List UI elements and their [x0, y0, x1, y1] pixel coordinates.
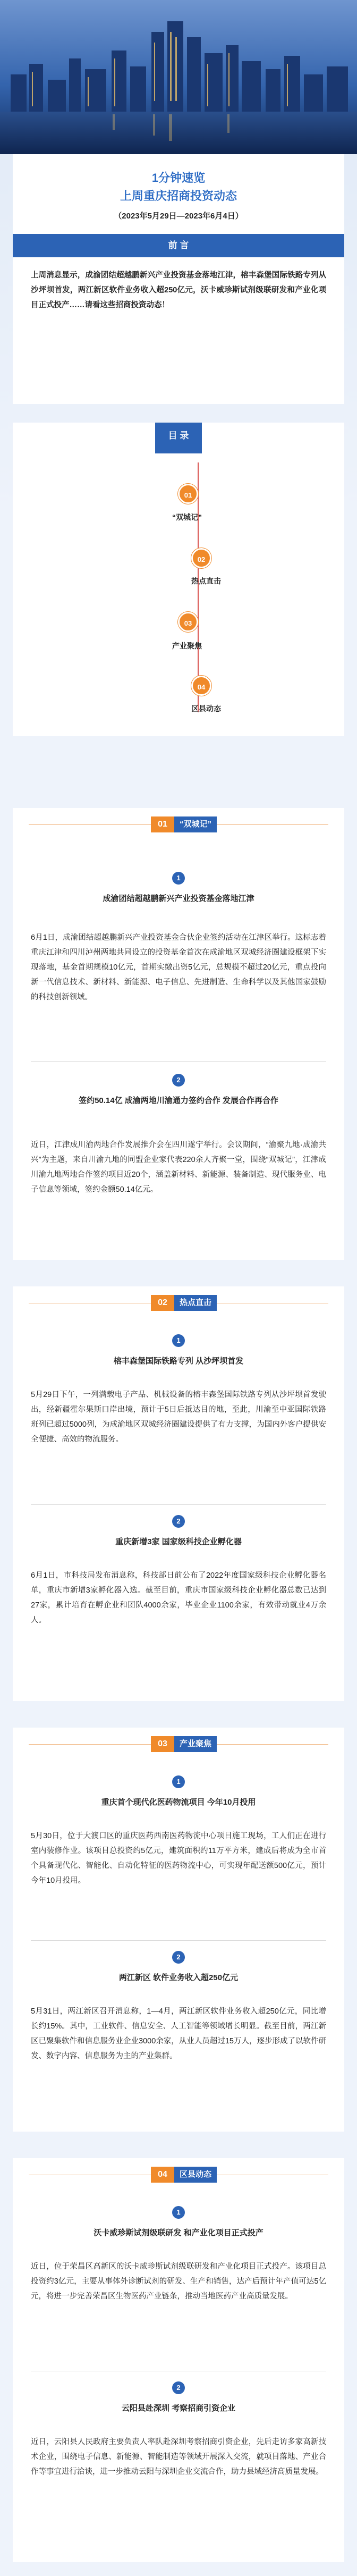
section-01-number: 01: [151, 816, 174, 832]
hero-city-skyline-image: [0, 0, 357, 154]
preface-bar: 前 言: [13, 234, 344, 257]
item-number: 1: [172, 872, 185, 885]
toc-timeline-line: [198, 462, 199, 712]
section-02-name: 热点直击: [174, 1295, 217, 1311]
section-01-name: “双城记”: [174, 816, 217, 832]
item-text: 6月1日，市科技局发布消息称，科技部日前公布了2022年度国家级科技企业孵化器名单，重庆市新增3家孵化器入选。截至目前，重庆市国家级科技企业孵化器总数已达到27家，累计培育在孵企业和团队4000余家，毕业企业1100余家，有效带动就业4万余人。: [31, 1571, 326, 1624]
toc-badge: 目 录: [155, 423, 202, 453]
item-number: 1: [172, 1775, 185, 1788]
section-03-header: [13, 1728, 344, 1760]
item-title: 沃卡威珍斯试剂级联研发 和产业化项目正式投产: [94, 2228, 264, 2237]
item-title: 两江新区 软件业务收入超250亿元: [118, 1973, 239, 1982]
item-number: 2: [172, 1951, 185, 1964]
section-04-card: [13, 2158, 344, 2562]
item-text: 近日，云阳县人民政府主要负责人率队赴深圳考察招商引资企业，先后走访多家高新技术企业，围绕电子信息、新能源、智能制造等领域开展深入交流，就项目落地、产业合作等事宜进行洽谈，进一步推动云阳与深圳企业交流合作，助力县域经济高质量发展。: [31, 2438, 326, 2476]
item-title: 成渝团结超越鹏新兴产业投资基金落地江津: [103, 894, 254, 903]
section-03-name: 产业聚焦: [174, 1736, 217, 1752]
item-title: 重庆首个现代化医药物流项目 今年10月投用: [101, 1798, 256, 1807]
item-divider: [31, 1504, 326, 1505]
item-number: 2: [172, 1515, 185, 1528]
item-number: 2: [172, 2381, 185, 2394]
section-01-header: [13, 808, 344, 840]
item-text: 近日，位于荣昌区高新区的沃卡威珍斯试剂级联研发和产业化项目正式投产。该项目总投资约3亿元，主要从事体外诊断试剂的研发、生产和销售，达产后预计年产值可达5亿元，将进一步完善荣昌区生物医药产业链条，推动当地医药产业高质量发展。: [31, 2262, 326, 2301]
date-range: （2023年5月29日—2023年6月4日）: [114, 212, 243, 221]
item-divider: [31, 1061, 326, 1062]
city-skyline-illustration: [0, 0, 357, 154]
item-text: 5月30日，位于大渡口区的重庆医药西南医药物流中心项目施工现场，工人们正在进行室内装修作业。该项目总投资约5亿元，建筑面积约11万平方米，建成后将成为全市首个具备现代化、智能化、自动化特征的医药物流中心，可实现年配送额500亿元，预计今年10月投用。: [31, 1832, 326, 1885]
toc-node-02[interactable]: 02: [191, 548, 211, 568]
headline-quick-view: 1分钟速览: [151, 171, 206, 184]
item-text: 5月31日，两江新区召开消息称，1—4月，两江新区软件业务收入超250亿元，同比增长约15%。其中，工业软件、信息安全、人工智能等领域增长明显。截至目前，两江新区已聚集软件和信息服务业企业3000余家，从业人员超过15万人，逐步形成了以软件研发、数字内容、信息服务为主的产业集群。: [31, 2007, 326, 2060]
item-title: 榕丰森堡国际铁路专列 从沙坪坝首发: [113, 1357, 244, 1366]
section-02-number: 02: [151, 1295, 174, 1311]
item-title: 签约50.14亿 成渝两地川渝通力签约合作 发展合作再合作: [79, 1096, 278, 1105]
toc-label-02[interactable]: 热点直击: [191, 577, 221, 585]
section-01-card: [13, 808, 344, 1260]
toc-node-04[interactable]: 04: [191, 676, 211, 696]
section-03-card: [13, 1728, 344, 2132]
item-number: 1: [172, 2206, 185, 2219]
toc-node-03[interactable]: 03: [178, 612, 198, 632]
item-number: 1: [172, 1334, 185, 1347]
section-04-name: 区县动态: [174, 2167, 217, 2183]
toc-node-01[interactable]: 01: [178, 484, 198, 504]
section-04-header: [13, 2158, 344, 2190]
section-02-card: [13, 1286, 344, 1701]
toc-label-01[interactable]: “双城记”: [172, 513, 202, 521]
item-divider: [31, 1940, 326, 1941]
item-text: 近日，江津成川渝两地合作发展推介会在四川遂宁举行。会议期间，“渝聚九地·成渝共兴”为主题，来自川渝九地的同盟企业家代表220余人齐聚一堂，围绕“双城记”，江津成川渝九地两地合作签约项目近20个，涵盖新材料、新能源、装备制造、现代服务业、电子信息等领域，签约金额50.14亿元。: [31, 1141, 327, 1194]
headline-main: 上周重庆招商投资动态: [120, 189, 237, 203]
section-04-number: 04: [151, 2167, 174, 2183]
section-03-number: 03: [151, 1736, 174, 1752]
title-card: [13, 154, 344, 404]
item-title: 云阳县赴深圳 考察招商引资企业: [121, 2404, 236, 2413]
item-number: 2: [172, 1074, 185, 1087]
toc-label-04[interactable]: 区县动态: [191, 704, 221, 713]
item-title: 重庆新增3家 国家级科技企业孵化器: [115, 1537, 242, 1546]
toc-label-03[interactable]: 产业聚焦: [172, 642, 202, 650]
item-text: 6月1日，成渝团结超越鹏新兴产业投资基金合伙企业签约活动在江津区举行。这标志着重庆江津和四川泸州两地共同设立的投资基金首次在成渝地区双城经济圈建设框架下实现落地，基金首期规模10亿元，首期实缴出资5亿元，总规模不超过20亿元，重点投向新一代信息技术、新材料、新能源、电子信息、先进制造、生命科学以及其他国家鼓励的科技创新领域。: [31, 933, 326, 1001]
preface-text: 上周消息显示，成渝团结超越鹏新兴产业投资基金落地江津，榕丰森堡国际铁路专列从沙坪坝首发，两江新区软件业务收入超250亿元，沃卡威珍斯试剂级联研发和产业化项目正式投产……请看这些招商投资动态！: [31, 271, 326, 309]
toc-card: [13, 423, 344, 736]
section-02-header: [13, 1286, 344, 1318]
item-text: 5月29日下午，一列满载电子产品、机械设备的榕丰森堡国际铁路专列从沙坪坝首发驶出，经新疆霍尔果斯口岸出境，预计于5日后抵达目的地，至此，川渝至中亚国际铁路班列已超过5000列，为成渝地区双城经济圈建设提供了有力支撑，为国内外客户提供安全便捷、高效的物流服务。: [31, 1391, 326, 1444]
